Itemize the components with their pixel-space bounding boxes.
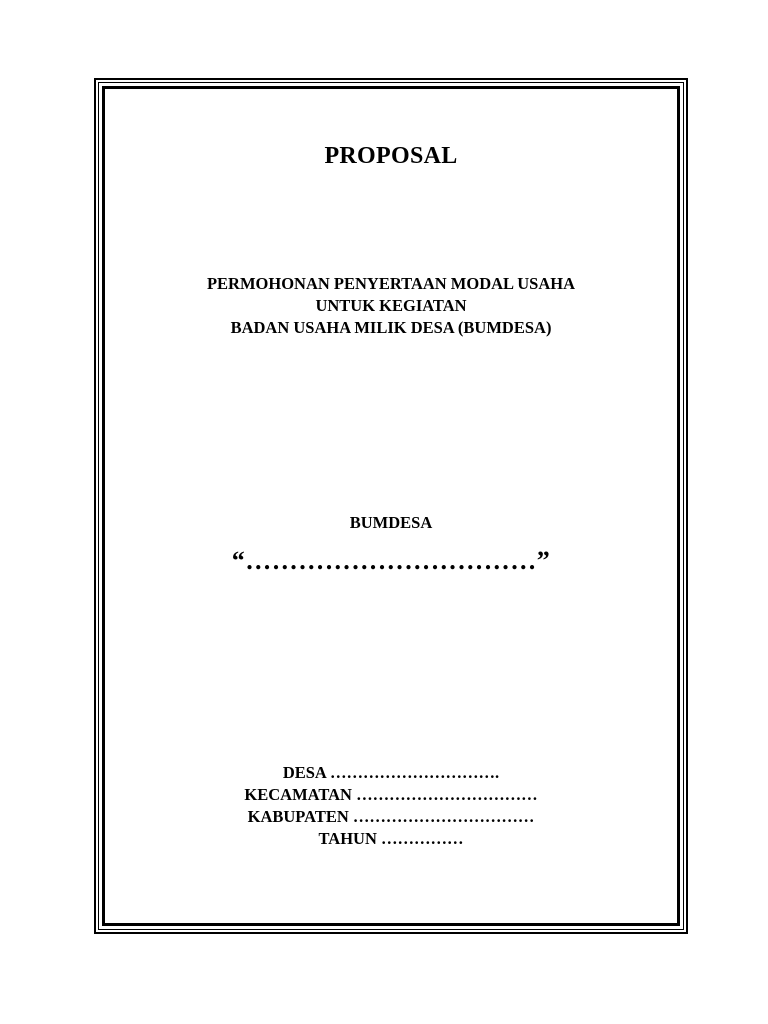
tahun-line: TAHUN …………… (318, 829, 464, 848)
kecamatan-line: KECAMATAN …………………………… (244, 785, 538, 804)
subtitle-line-3: BADAN USAHA MILIK DESA (BUMDESA) (230, 318, 552, 337)
subtitle-line-1: PERMOHONAN PENYERTAAN MODAL USAHA (206, 274, 576, 293)
bumdesa-label: BUMDESA (349, 513, 433, 532)
bumdesa-name-placeholder: “……………………………” (231, 546, 551, 575)
desa-line: DESA …………………………. (282, 763, 500, 782)
document-title: PROPOSAL (324, 143, 458, 169)
subtitle-line-2: UNTUK KEGIATAN (315, 296, 467, 315)
kabupaten-line: KABUPATEN …………………………… (247, 807, 535, 826)
